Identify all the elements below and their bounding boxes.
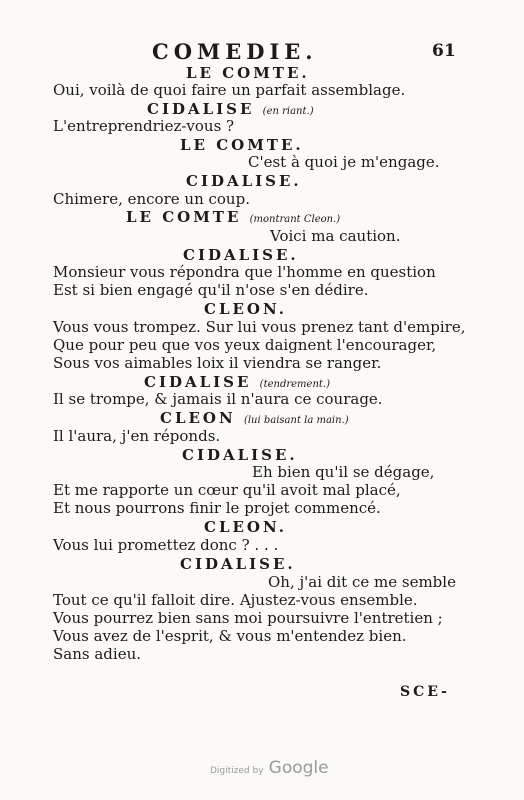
verse-line: Monsieur vous répondra que l'homme en question bbox=[53, 263, 436, 281]
speaker-name: LE COMTE bbox=[126, 208, 242, 226]
watermark-brand: Google bbox=[268, 758, 329, 778]
verse-line: Il l'aura, j'en réponds. bbox=[53, 427, 221, 445]
verse-line: Voici ma caution. bbox=[270, 227, 401, 245]
speaker-cidalise: CIDALISE. bbox=[182, 446, 298, 464]
verse-line: Sans adieu. bbox=[53, 645, 141, 663]
stage-direction: (montrant Cleon.) bbox=[249, 214, 341, 225]
page-number: 61 bbox=[432, 41, 456, 61]
verse-line: Vous pourrez bien sans moi poursuivre l'entretien ; bbox=[53, 609, 443, 627]
speaker-name: CIDALISE bbox=[147, 100, 255, 118]
verse-line: Tout ce qu'il falloit dire. Ajustez-vous ensemble. bbox=[53, 591, 418, 609]
verse-line: Est si bien engagé qu'il n'ose s'en dédire. bbox=[53, 281, 369, 299]
stage-direction: (lui baisant la main.) bbox=[243, 415, 349, 426]
verse-line: Vous vous trompez. Sur lui vous prenez tant d'empire, bbox=[53, 318, 466, 336]
verse-line: Et nous pourrons finir le projet commencé. bbox=[53, 499, 381, 517]
verse-line: Chimere, encore un coup. bbox=[53, 190, 250, 208]
speaker-cleon: CLEON. bbox=[204, 518, 287, 536]
verse-line: Oui, voilà de quoi faire un parfait assemblage. bbox=[53, 81, 406, 99]
speaker-le-comte: LE COMTE. bbox=[180, 136, 304, 154]
speaker-name: CLEON bbox=[160, 409, 236, 427]
verse-line: Vous lui promettez donc ? . . . bbox=[53, 536, 279, 554]
verse-line: C'est à quoi je m'engage. bbox=[248, 153, 440, 171]
verse-line: Il se trompe, & jamais il n'aura ce courage. bbox=[53, 390, 383, 408]
speaker-le-comte bbox=[126, 208, 340, 229]
speaker-le-comte: LE COMTE. bbox=[186, 64, 310, 82]
stage-direction: (tendrement.) bbox=[259, 379, 330, 390]
watermark-prefix: Digitized by bbox=[210, 766, 264, 776]
verse-line: Sous vos aimables loix il viendra se ranger. bbox=[53, 354, 382, 372]
speaker-name: CIDALISE bbox=[144, 373, 252, 391]
verse-line: Que pour peu que vos yeux daignent l'encourager, bbox=[53, 336, 437, 354]
verse-line: Et me rapporte un cœur qu'il avoit mal placé, bbox=[53, 481, 401, 499]
running-header: COMEDIE. bbox=[152, 39, 318, 64]
speaker-cleon: CLEON. bbox=[204, 300, 287, 318]
verse-line: Eh bien qu'il se dégage, bbox=[252, 463, 435, 481]
digitization-watermark bbox=[210, 758, 329, 778]
speaker-cidalise: CIDALISE. bbox=[186, 172, 302, 190]
speaker-cidalise: CIDALISE. bbox=[183, 246, 299, 264]
stage-direction: (en riant.) bbox=[262, 106, 314, 117]
catchword: SCE- bbox=[400, 684, 450, 700]
verse-line: L'entreprendriez-vous ? bbox=[53, 117, 235, 135]
verse-line: Oh, j'ai dit ce me semble bbox=[268, 573, 456, 591]
speaker-cidalise: CIDALISE. bbox=[180, 555, 296, 573]
verse-line: Vous avez de l'esprit, & vous m'entendez bien. bbox=[53, 627, 407, 645]
